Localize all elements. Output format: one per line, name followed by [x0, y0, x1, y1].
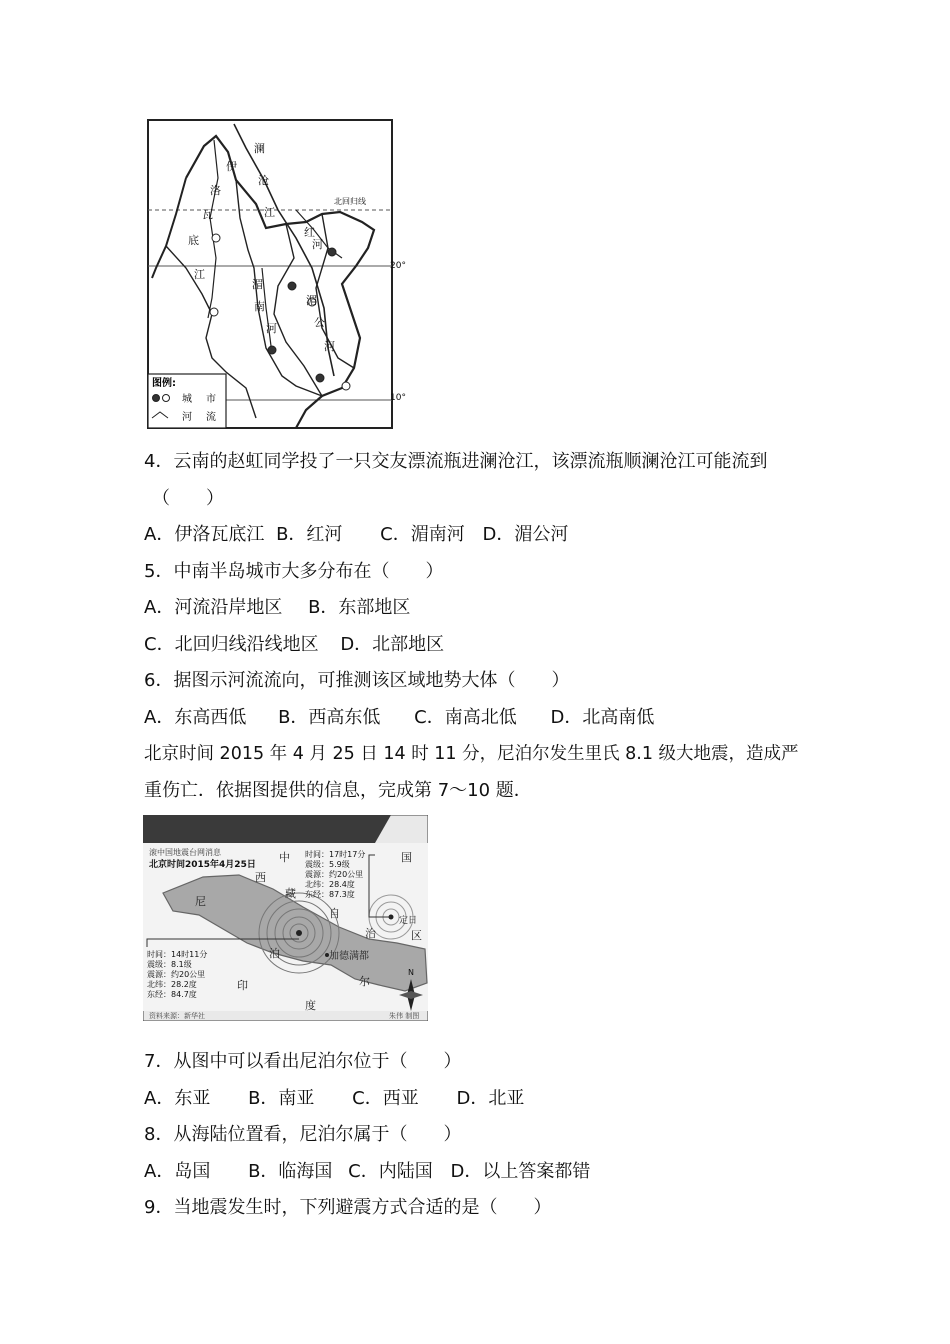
- river-label: 湄: [252, 278, 263, 291]
- city-marker: [328, 248, 336, 256]
- q4-option-c: C．湄南河: [380, 524, 465, 545]
- city-marker: [210, 308, 218, 316]
- river-label: 河: [312, 238, 323, 251]
- nepal-earthquake-map: [143, 815, 428, 1021]
- river-label: 江: [264, 206, 275, 219]
- epicenter-main: [296, 930, 302, 936]
- svg-text:东经：84.7度: 东经：84.7度: [147, 990, 197, 999]
- label-ni: 尼: [195, 895, 206, 908]
- indochina-map: [146, 118, 408, 430]
- tropic-label: 北回归线: [334, 197, 366, 206]
- svg-text:城: 城: [182, 394, 192, 405]
- q6-option-c: C．南高北低: [414, 707, 517, 728]
- map2-header-1: 滚中国地震台网消息: [149, 848, 221, 857]
- city-marker: [316, 374, 324, 382]
- q8-option-c: C．内陆国: [348, 1161, 433, 1182]
- label-du: 度: [305, 999, 316, 1012]
- svg-text:震源：约20公里: 震源：约20公里: [147, 970, 206, 979]
- q7-stem: 7．从图中可以看出尼泊尔位于（ ）: [144, 1051, 462, 1072]
- q7-option-a: A．东亚: [144, 1088, 211, 1109]
- q8-option-d: D．以上答案都错: [450, 1161, 591, 1182]
- svg-text:河: 河: [182, 412, 192, 423]
- q7-option-d: D．北亚: [456, 1088, 525, 1109]
- river-label: 南: [254, 300, 265, 313]
- city-marker: [212, 234, 220, 242]
- lat10-label: 10°: [390, 393, 406, 403]
- svg-text:震级：5.9级: 震级：5.9级: [305, 860, 350, 869]
- label-yin: 印: [237, 979, 248, 992]
- q7-options: [144, 1087, 524, 1111]
- river-label: 公: [314, 316, 325, 329]
- label-xi: 西: [255, 871, 266, 884]
- svg-text:北纬：28.4度: 北纬：28.4度: [305, 880, 355, 889]
- river-label: 河: [266, 322, 277, 335]
- q6-option-a: A．东高西低: [144, 707, 247, 728]
- label-qu: 区: [411, 929, 422, 942]
- header-bar: [143, 815, 391, 843]
- intro-line-2: 重伤亡．依据图提供的信息，完成第 7～10 题．: [144, 780, 532, 801]
- map2-credit: 朱伟 制图: [389, 1012, 420, 1020]
- q9-stem: 9．当地震发生时，下列避震方式合适的是（ ）: [144, 1197, 552, 1218]
- svg-text:流: 流: [206, 412, 216, 423]
- river-label: 瓦: [202, 208, 213, 221]
- intro-line-1: 北京时间 2015 年 4 月 25 日 14 时 11 分，尼泊尔发生里氏 8.1 级大地震，造成严: [144, 744, 799, 764]
- river-label: 沧: [258, 174, 269, 187]
- q5-stem: 5．中南半岛城市大多分布在（ ）: [144, 561, 444, 582]
- map-legend: [148, 374, 226, 428]
- label-kathmandu: 加德满都: [329, 951, 369, 962]
- q6-options: [144, 706, 654, 730]
- river-label: 伊: [226, 160, 237, 173]
- q5-options-row1: [144, 596, 410, 620]
- svg-text:时间：17时17分: 时间：17时17分: [305, 850, 366, 859]
- q8-option-b: B．临海国: [248, 1161, 333, 1182]
- q4-option-d: D．湄公河: [482, 524, 569, 545]
- q5-option-a: A．河流沿岸地区: [144, 597, 283, 618]
- lat20-label: 20°: [390, 261, 406, 271]
- label-er: 尔: [359, 975, 370, 988]
- q5-options-row2: [144, 633, 444, 657]
- svg-text:震级：8.1级: 震级：8.1级: [147, 960, 192, 969]
- q6-option-b: B．西高东低: [278, 707, 381, 728]
- q7-option-b: B．南亚: [248, 1088, 315, 1109]
- label-zhong: 中: [279, 851, 290, 864]
- q4-paren: （ ）: [152, 488, 224, 509]
- river-label: 澜: [254, 142, 265, 155]
- q4-stem: 4．云南的赵虹同学投了一只交友漂流瓶进澜沧江，该漂流瓶顺澜沧江可能流到: [144, 451, 768, 472]
- label-dingri: 定日: [399, 916, 418, 926]
- q8-stem: 8．从海陆位置看，尼泊尔属于（ ）: [144, 1124, 462, 1145]
- legend-city-icon: [153, 395, 160, 402]
- map2-source: 资料来源：新华社: [149, 1012, 205, 1020]
- label-guo: 国: [401, 851, 412, 864]
- q5-option-d: D．北部地区: [340, 634, 445, 655]
- river-label: 底: [188, 234, 199, 247]
- svg-text:N: N: [408, 968, 414, 977]
- legend-title: 图例:: [152, 378, 176, 389]
- svg-text:北纬：28.2度: 北纬：28.2度: [147, 980, 197, 989]
- svg-text:时间：14时11分: 时间：14时11分: [147, 950, 208, 959]
- city-marker: [268, 346, 276, 354]
- river-label: 江: [194, 268, 205, 281]
- city-marker: [288, 282, 296, 290]
- q7-option-c: C．西亚: [352, 1088, 419, 1109]
- river-label: 湄: [306, 294, 317, 307]
- label-zang: 藏: [285, 887, 296, 900]
- q4-option-b: B．红河: [276, 524, 343, 545]
- label-po: 泊: [269, 947, 280, 960]
- q8-options: [144, 1160, 590, 1184]
- q4-option-a: A．伊洛瓦底江: [144, 524, 265, 545]
- q6-option-d: D．北高南低: [550, 707, 655, 728]
- city-marker: [342, 382, 350, 390]
- river-label: 红: [304, 226, 315, 239]
- svg-text:东经：87.3度: 东经：87.3度: [305, 890, 355, 899]
- q5-option-b: B．东部地区: [308, 597, 411, 618]
- q5-option-c: C．北回归线沿线地区: [144, 634, 319, 655]
- q8-option-a: A．岛国: [144, 1161, 211, 1182]
- label-zhi: 治: [365, 927, 376, 940]
- svg-text:震源：约20公里: 震源：约20公里: [305, 870, 364, 879]
- river-label: 河: [324, 340, 335, 353]
- label-zi: 自: [329, 907, 340, 920]
- map2-header-2: 北京时间2015年4月25日: [149, 860, 256, 870]
- river-label: 洛: [210, 184, 221, 197]
- svg-text:市: 市: [206, 394, 216, 405]
- q4-options: [144, 523, 568, 547]
- q6-stem: 6．据图示河流流向，可推测该区域地势大体（ ）: [144, 670, 570, 691]
